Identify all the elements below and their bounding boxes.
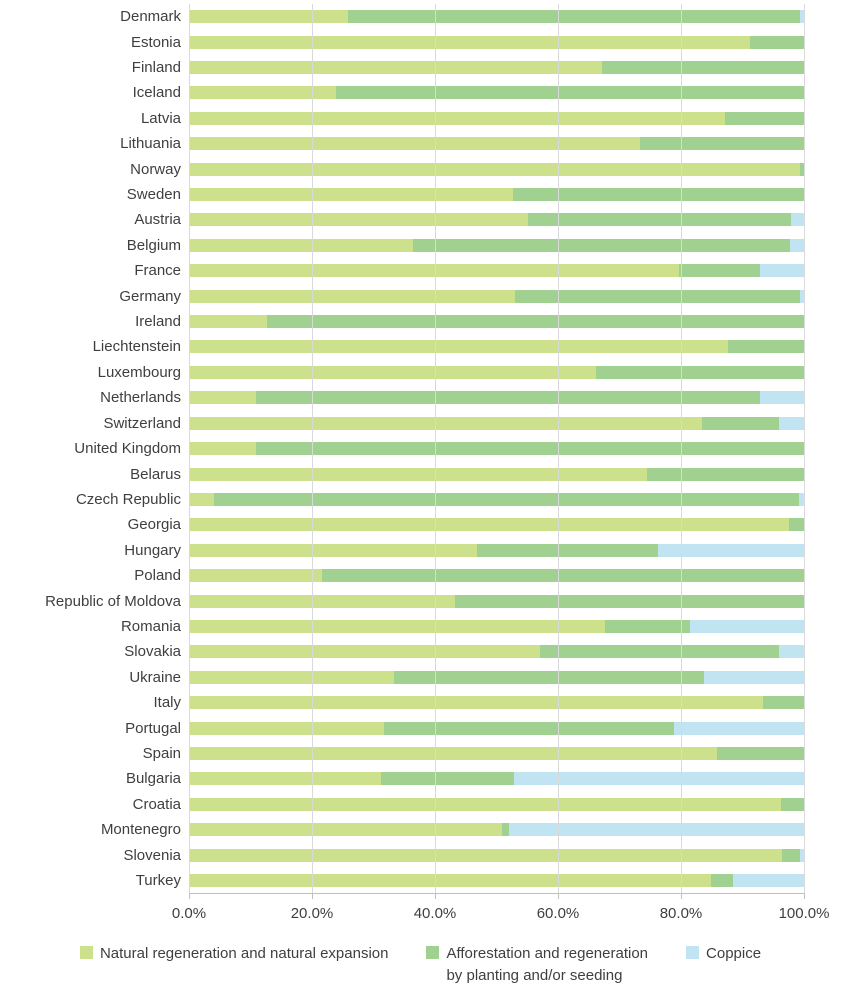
bar-segment-planting	[728, 340, 804, 353]
bar-track	[189, 772, 804, 785]
bar-segment-natural	[189, 163, 800, 176]
category-label: Poland	[134, 567, 181, 585]
category-label: Finland	[131, 59, 181, 77]
category-label: Netherlands	[100, 389, 181, 407]
bar-segment-planting	[750, 36, 804, 49]
bar-track	[189, 874, 804, 887]
bar-row	[189, 436, 804, 461]
bar-segment-coppice	[690, 620, 804, 633]
bar-segment-natural	[189, 112, 725, 125]
category-label: Turkey	[135, 872, 181, 890]
bar-track	[189, 86, 804, 99]
bar-row	[189, 156, 804, 181]
bar-row	[189, 741, 804, 766]
category-label: Ireland	[135, 313, 181, 331]
bar-row	[189, 411, 804, 436]
bar-row	[189, 182, 804, 207]
bar-row	[189, 233, 804, 258]
bar-row	[189, 512, 804, 537]
category-label: Republic of Moldova	[45, 592, 181, 610]
bar-track	[189, 696, 804, 709]
legend-label-line: Afforestation and regeneration	[446, 945, 649, 962]
gridline	[804, 4, 805, 893]
bar-track	[189, 645, 804, 658]
category-label: Czech Republic	[75, 490, 181, 508]
legend-label-line: Natural regeneration and natural expansion	[99, 945, 389, 962]
bar-segment-planting	[413, 239, 790, 252]
category-label: Latvia	[140, 109, 181, 127]
bar-segment-natural	[189, 213, 528, 226]
bar-row	[189, 766, 804, 791]
bar-segment-planting	[528, 213, 791, 226]
category-label: Luxembourg	[97, 363, 181, 381]
bar-segment-natural	[189, 340, 728, 353]
bar-row	[189, 29, 804, 54]
category-label: United Kingdom	[74, 440, 181, 458]
bar-track	[189, 722, 804, 735]
category-label: Iceland	[132, 84, 181, 102]
bar-segment-planting	[348, 10, 801, 23]
bar-segment-planting	[763, 696, 804, 709]
x-tick-label: 80.0%	[659, 905, 703, 922]
category-label: Hungary	[124, 541, 181, 559]
bar-segment-natural	[189, 264, 679, 277]
bar-segment-natural	[189, 722, 384, 735]
bar-track	[189, 163, 804, 176]
bar-segment-natural	[189, 442, 256, 455]
bar-segment-natural	[189, 188, 513, 201]
bar-segment-planting	[605, 620, 690, 633]
bar-segment-natural	[189, 290, 515, 303]
legend-label-line: by planting and/or seeding	[446, 966, 623, 984]
bar-segment-natural	[189, 874, 711, 887]
legend-label	[706, 943, 761, 965]
bar-segment-coppice	[509, 823, 804, 836]
bar-segment-planting	[711, 874, 733, 887]
bar-track	[189, 188, 804, 201]
legend-item-planting	[426, 943, 648, 987]
bar-row	[189, 207, 804, 232]
x-tick-label: 60.0%	[536, 905, 580, 922]
bar-row	[189, 614, 804, 639]
bar-track	[189, 340, 804, 353]
bar-row	[189, 4, 804, 29]
legend-label-line: Coppice	[706, 945, 762, 962]
bar-segment-planting	[336, 86, 804, 99]
bar-row	[189, 258, 804, 283]
bar-row	[189, 283, 804, 308]
bar-segment-planting	[477, 544, 658, 557]
category-label: Slovakia	[124, 643, 181, 661]
legend-swatch-coppice	[686, 946, 699, 959]
legend-label	[100, 943, 389, 965]
legend-label	[446, 943, 648, 987]
bar-rows	[189, 4, 804, 893]
gridline	[681, 4, 682, 893]
bar-segment-natural	[189, 671, 394, 684]
bar-segment-natural	[189, 849, 782, 862]
bar-track	[189, 518, 804, 531]
bar-segment-natural	[189, 137, 640, 150]
category-label: Spain	[142, 744, 181, 762]
bar-segment-planting	[322, 569, 804, 582]
bar-row	[189, 715, 804, 740]
bar-segment-planting	[782, 849, 799, 862]
bar-row	[189, 792, 804, 817]
bar-segment-planting	[717, 747, 804, 760]
bar-segment-coppice	[760, 391, 804, 404]
bar-segment-planting	[502, 823, 509, 836]
bar-segment-coppice	[674, 722, 804, 735]
bar-segment-natural	[189, 569, 322, 582]
bar-track	[189, 112, 804, 125]
bar-segment-natural	[189, 772, 381, 785]
bar-segment-natural	[189, 823, 502, 836]
category-label: Slovenia	[123, 846, 181, 864]
axis-tick	[558, 893, 559, 899]
category-label: Belarus	[130, 465, 181, 483]
bar-segment-natural	[189, 417, 702, 430]
bar-track	[189, 849, 804, 862]
bar-row	[189, 55, 804, 80]
bar-row	[189, 588, 804, 613]
bar-track	[189, 468, 804, 481]
bar-track	[189, 544, 804, 557]
bar-segment-planting	[256, 391, 760, 404]
category-label: Austria	[134, 211, 181, 229]
category-label: Lithuania	[120, 135, 181, 153]
category-label: Italy	[153, 694, 181, 712]
bar-segment-natural	[189, 391, 256, 404]
category-label: Switzerland	[103, 414, 181, 432]
bar-track	[189, 239, 804, 252]
bar-segment-natural	[189, 239, 413, 252]
bar-track	[189, 823, 804, 836]
bar-segment-coppice	[790, 239, 804, 252]
category-label: Norway	[130, 160, 181, 178]
bar-row	[189, 131, 804, 156]
category-label: Bulgaria	[125, 770, 181, 788]
bar-track	[189, 36, 804, 49]
bar-row	[189, 360, 804, 385]
bar-segment-natural	[189, 696, 763, 709]
bar-segment-planting	[540, 645, 779, 658]
bar-segment-natural	[189, 36, 750, 49]
bar-segment-planting	[256, 442, 804, 455]
axis-tick	[189, 893, 190, 899]
legend-item-natural	[80, 943, 389, 965]
bar-row	[189, 487, 804, 512]
category-label: Estonia	[130, 33, 181, 51]
category-label: France	[134, 262, 181, 280]
category-label: Romania	[120, 617, 181, 635]
gridline	[558, 4, 559, 893]
bar-row	[189, 80, 804, 105]
category-label: Ukraine	[129, 668, 181, 686]
bar-track	[189, 290, 804, 303]
bar-segment-planting	[647, 468, 804, 481]
axis-tick	[804, 893, 805, 899]
legend-swatch-natural	[80, 946, 93, 959]
bar-row	[189, 461, 804, 486]
bar-row	[189, 639, 804, 664]
bar-row	[189, 690, 804, 715]
bar-track	[189, 671, 804, 684]
bar-segment-natural	[189, 493, 214, 506]
category-label: Liechtenstein	[92, 338, 181, 356]
bar-segment-coppice	[733, 874, 804, 887]
bar-segment-natural	[189, 86, 336, 99]
bar-row	[189, 665, 804, 690]
bar-track	[189, 315, 804, 328]
category-label: Croatia	[132, 795, 181, 813]
category-label: Belgium	[126, 236, 181, 254]
bar-track	[189, 61, 804, 74]
bar-segment-planting	[702, 417, 779, 430]
x-axis-line	[189, 893, 805, 894]
bar-segment-planting	[596, 366, 804, 379]
bar-segment-natural	[189, 518, 789, 531]
bar-segment-natural	[189, 468, 647, 481]
bar-segment-planting	[602, 61, 804, 74]
category-axis	[0, 4, 181, 893]
bar-segment-natural	[189, 61, 602, 74]
bar-segment-coppice	[791, 213, 804, 226]
bar-segment-planting	[267, 315, 804, 328]
bar-segment-natural	[189, 595, 455, 608]
bar-segment-planting	[789, 518, 804, 531]
bar-row	[189, 817, 804, 842]
bar-segment-coppice	[760, 264, 804, 277]
bar-track	[189, 391, 804, 404]
bar-row	[189, 563, 804, 588]
bar-row	[189, 334, 804, 359]
bar-segment-natural	[189, 620, 605, 633]
bar-segment-natural	[189, 747, 717, 760]
legend-item-coppice	[686, 943, 761, 965]
bar-segment-planting	[455, 595, 804, 608]
x-tick-label: 0.0%	[171, 905, 207, 922]
bar-segment-planting	[214, 493, 799, 506]
bar-track	[189, 213, 804, 226]
bar-row	[189, 538, 804, 563]
axis-tick	[681, 893, 682, 899]
gridline	[189, 4, 190, 893]
legend-swatch-planting	[426, 946, 439, 959]
bar-row	[189, 842, 804, 867]
category-label: Sweden	[126, 186, 181, 204]
category-label: Germany	[119, 287, 181, 305]
gridline	[435, 4, 436, 893]
plot-area	[189, 4, 804, 893]
bar-segment-natural	[189, 315, 267, 328]
bar-segment-coppice	[779, 645, 804, 658]
category-label: Denmark	[120, 8, 181, 26]
bar-segment-natural	[189, 798, 781, 811]
axis-tick	[312, 893, 313, 899]
category-label: Portugal	[125, 719, 181, 737]
axis-tick	[435, 893, 436, 899]
bar-track	[189, 442, 804, 455]
bar-track	[189, 569, 804, 582]
bar-row	[189, 868, 804, 893]
x-tick-label: 40.0%	[413, 905, 457, 922]
bar-track	[189, 366, 804, 379]
gridline	[312, 4, 313, 893]
x-tick-label: 20.0%	[290, 905, 334, 922]
bar-segment-natural	[189, 645, 540, 658]
bar-track	[189, 10, 804, 23]
bar-segment-planting	[384, 722, 674, 735]
bar-row	[189, 385, 804, 410]
bar-track	[189, 620, 804, 633]
bar-segment-coppice	[704, 671, 804, 684]
bar-track	[189, 595, 804, 608]
bar-track	[189, 264, 804, 277]
bar-segment-planting	[640, 137, 804, 150]
bar-segment-planting	[394, 671, 704, 684]
bar-segment-planting	[679, 264, 761, 277]
bar-segment-planting	[513, 188, 804, 201]
bar-row	[189, 309, 804, 334]
bar-segment-natural	[189, 366, 596, 379]
legend	[0, 943, 841, 987]
bar-track	[189, 798, 804, 811]
bar-segment-planting	[725, 112, 804, 125]
bar-track	[189, 493, 804, 506]
bar-segment-planting	[381, 772, 514, 785]
x-tick-label: 100.0%	[778, 905, 830, 922]
bar-segment-natural	[189, 10, 348, 23]
bar-track	[189, 137, 804, 150]
bar-row	[189, 106, 804, 131]
bar-segment-coppice	[779, 417, 804, 430]
category-label: Georgia	[127, 516, 181, 534]
bar-track	[189, 417, 804, 430]
bar-track	[189, 747, 804, 760]
bar-segment-planting	[781, 798, 804, 811]
category-label: Montenegro	[100, 821, 181, 839]
